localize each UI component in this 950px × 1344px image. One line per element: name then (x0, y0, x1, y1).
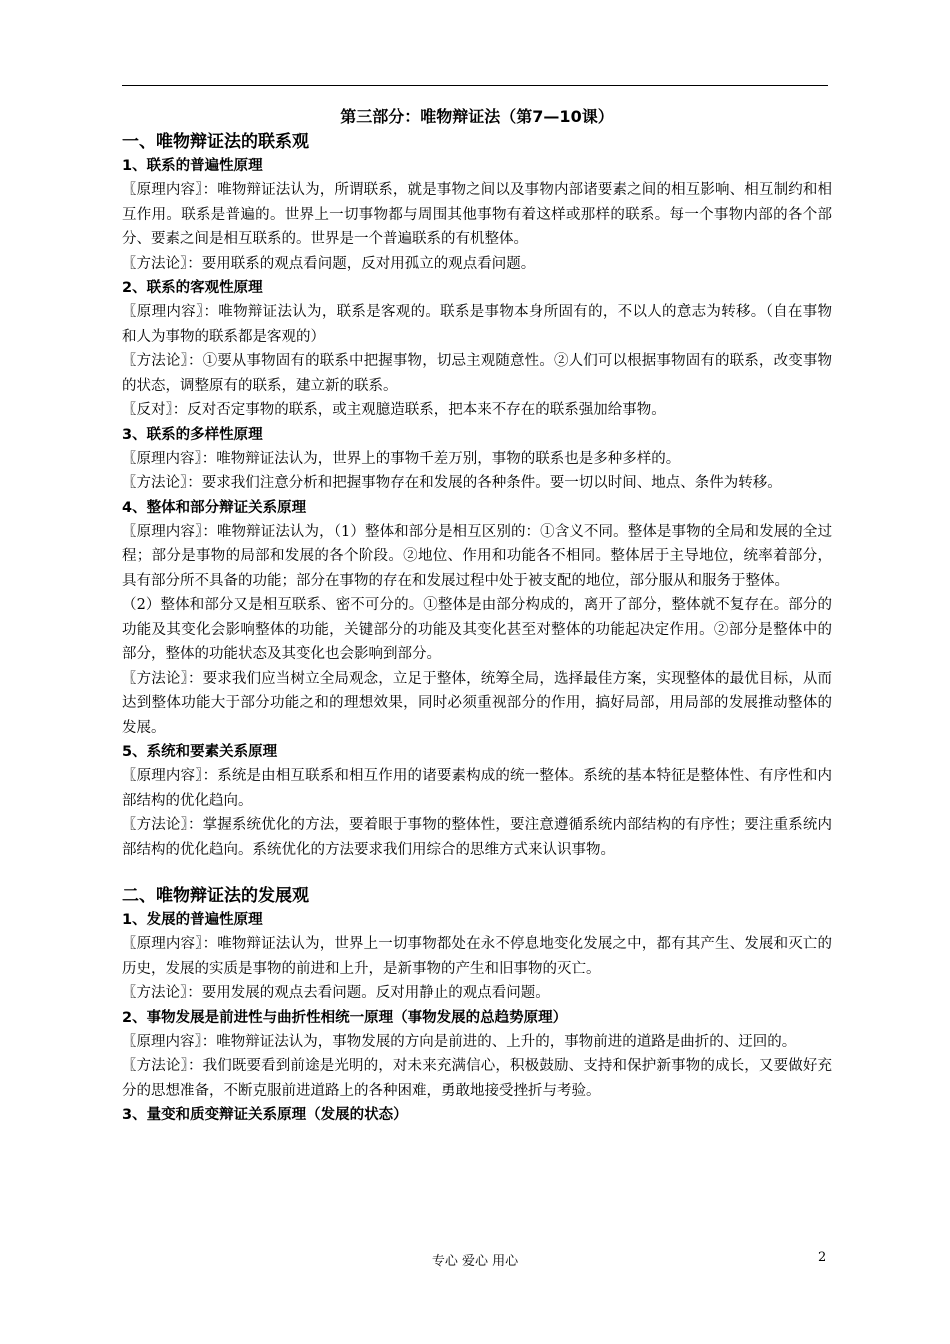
paragraph: （2）整体和部分又是相互联系、密不可分的。①整体是由部分构成的，离开了部分，整体就不复存在。部分的功能及其变化会影响整体的功能，关键部分的功能及其变化甚至对整体的功能起决定作用。②部分是整体中的部分，整体的功能状态及其变化也会影响到部分。 (122, 597, 832, 662)
paragraph: 〖方法论〗：要求我们注意分析和把握事物存在和发展的各种条件。要一切以时间、地点、条件为转移。 (122, 475, 782, 491)
page-title: 第三部分：唯物辩证法（第7—10课） (340, 107, 614, 126)
subsection-heading: 3、量变和质变辩证关系原理（发展的状态） (122, 1107, 408, 1123)
subsection-heading: 1、发展的普遍性原理 (122, 912, 263, 928)
paragraph: 〖原理内容〗：唯物辩证法认为，世界上的事物千差万别，事物的联系也是多种多样的。 (122, 450, 681, 467)
subsection-heading: 3、联系的多样性原理 (122, 426, 263, 443)
paragraph: 〖方法论〗：要求我们应当树立全局观念，立足于整体，统筹全局，选择最佳方案，实现整体的最优目标，从而达到整体功能大于部分功能之和的理想效果，同时必须重视部分的作用，搞好局部，用局部的发展推动整体的发展。 (122, 670, 832, 736)
paragraph: 〖原理内容〗：唯物辩证法认为，联系是客观的。联系是事物本身所固有的，不以人的意志为转移。（自在事物和人为事物的联系都是客观的） (122, 304, 832, 345)
paragraph: 〖反对〗：反对否定事物的联系，或主观臆造联系，把本来不存在的联系强加给事物。 (122, 402, 666, 418)
paragraph: 〖原理内容〗：系统是由相互联系和相互作用的诸要素构成的统一整体。系统的基本特征是整体性、有序性和内部结构的优化趋向。 (122, 768, 832, 809)
subsection-heading: 2、联系的客观性原理 (122, 280, 263, 296)
paragraph: 〖方法论〗：要用联系的观点看问题，反对用孤立的观点看问题。 (122, 255, 536, 272)
subsection-heading: 2、事物发展是前进性与曲折性相统一原理（事物发展的总趋势原理） (122, 1009, 568, 1026)
paragraph: 〖原理内容〗：唯物辩证法认为，世界上一切事物都处在永不停息地变化发展之中，都有其产生、发展和灭亡的历史，发展的实质是事物的前进和上升，是新事物的产生和旧事物的灭亡。 (122, 936, 832, 977)
paragraph: 〖方法论〗：①要从事物固有的联系中把握事物，切忌主观随意性。②人们可以根据事物固有的联系，改变事物的状态，调整原有的联系，建立新的联系。 (122, 353, 832, 394)
paragraph: 〖方法论〗：掌握系统优化的方法，要着眼于事物的整体性，要注意遵循系统内部结构的有序性；要注重系统内部结构的优化趋向。系统优化的方法要求我们用综合的思维方式来认识事物。 (122, 817, 832, 858)
document-body (122, 104, 832, 1127)
paragraph: 〖原理内容〗：唯物辩证法认为，事物发展的方向是前进的、上升的，事物前进的道路是曲折的、迂回的。 (122, 1033, 797, 1050)
footer-motto: 专心 爱心 用心 (431, 1254, 519, 1269)
subsection-heading: 4、整体和部分辩证关系原理 (122, 499, 307, 516)
page-number: 2 (818, 1250, 827, 1265)
paragraph: 〖原理内容〗：唯物辩证法认为，所谓联系，就是事物之间以及事物内部诸要素之间的相互影响、相互制约和相互作用。联系是普遍的。世界上一切事物都与周围其他事物有着这样或那样的联系。每一个事物内部的各个部分、要素之间是相互联系的。世界是一个普遍联系的有机整体。 (122, 182, 832, 247)
content-blocks (122, 130, 832, 1127)
subsection-heading: 1、联系的普遍性原理 (122, 158, 263, 174)
paragraph: 〖原理内容〗：唯物辩证法认为，（1）整体和部分是相互区别的：①含义不同。整体是事物的全局和发展的全过程；部分是事物的局部和发展的各个阶段。②地位、作用和功能各不相同。整体居于主导地位，统率着部分，具有部分所不具备的功能；部分在事物的存在和发展过程中处于被支配的地位，部分服从和服务于整体。 (122, 523, 832, 589)
header-rule (122, 85, 828, 86)
paragraph: 〖方法论〗：我们既要看到前途是光明的，对未来充满信心，积极鼓励、支持和保护新事物的成长，又要做好充分的思想准备，不断克服前进道路上的各种困难，勇敢地接受挫折与考验。 (122, 1058, 832, 1099)
section-heading: 二、唯物辩证法的发展观 (122, 886, 309, 906)
section-heading: 一、唯物辩证法的联系观 (122, 132, 309, 152)
subsection-heading: 5、系统和要素关系原理 (122, 744, 278, 760)
paragraph: 〖方法论〗：要用发展的观点去看问题。反对用静止的观点看问题。 (122, 985, 550, 1001)
